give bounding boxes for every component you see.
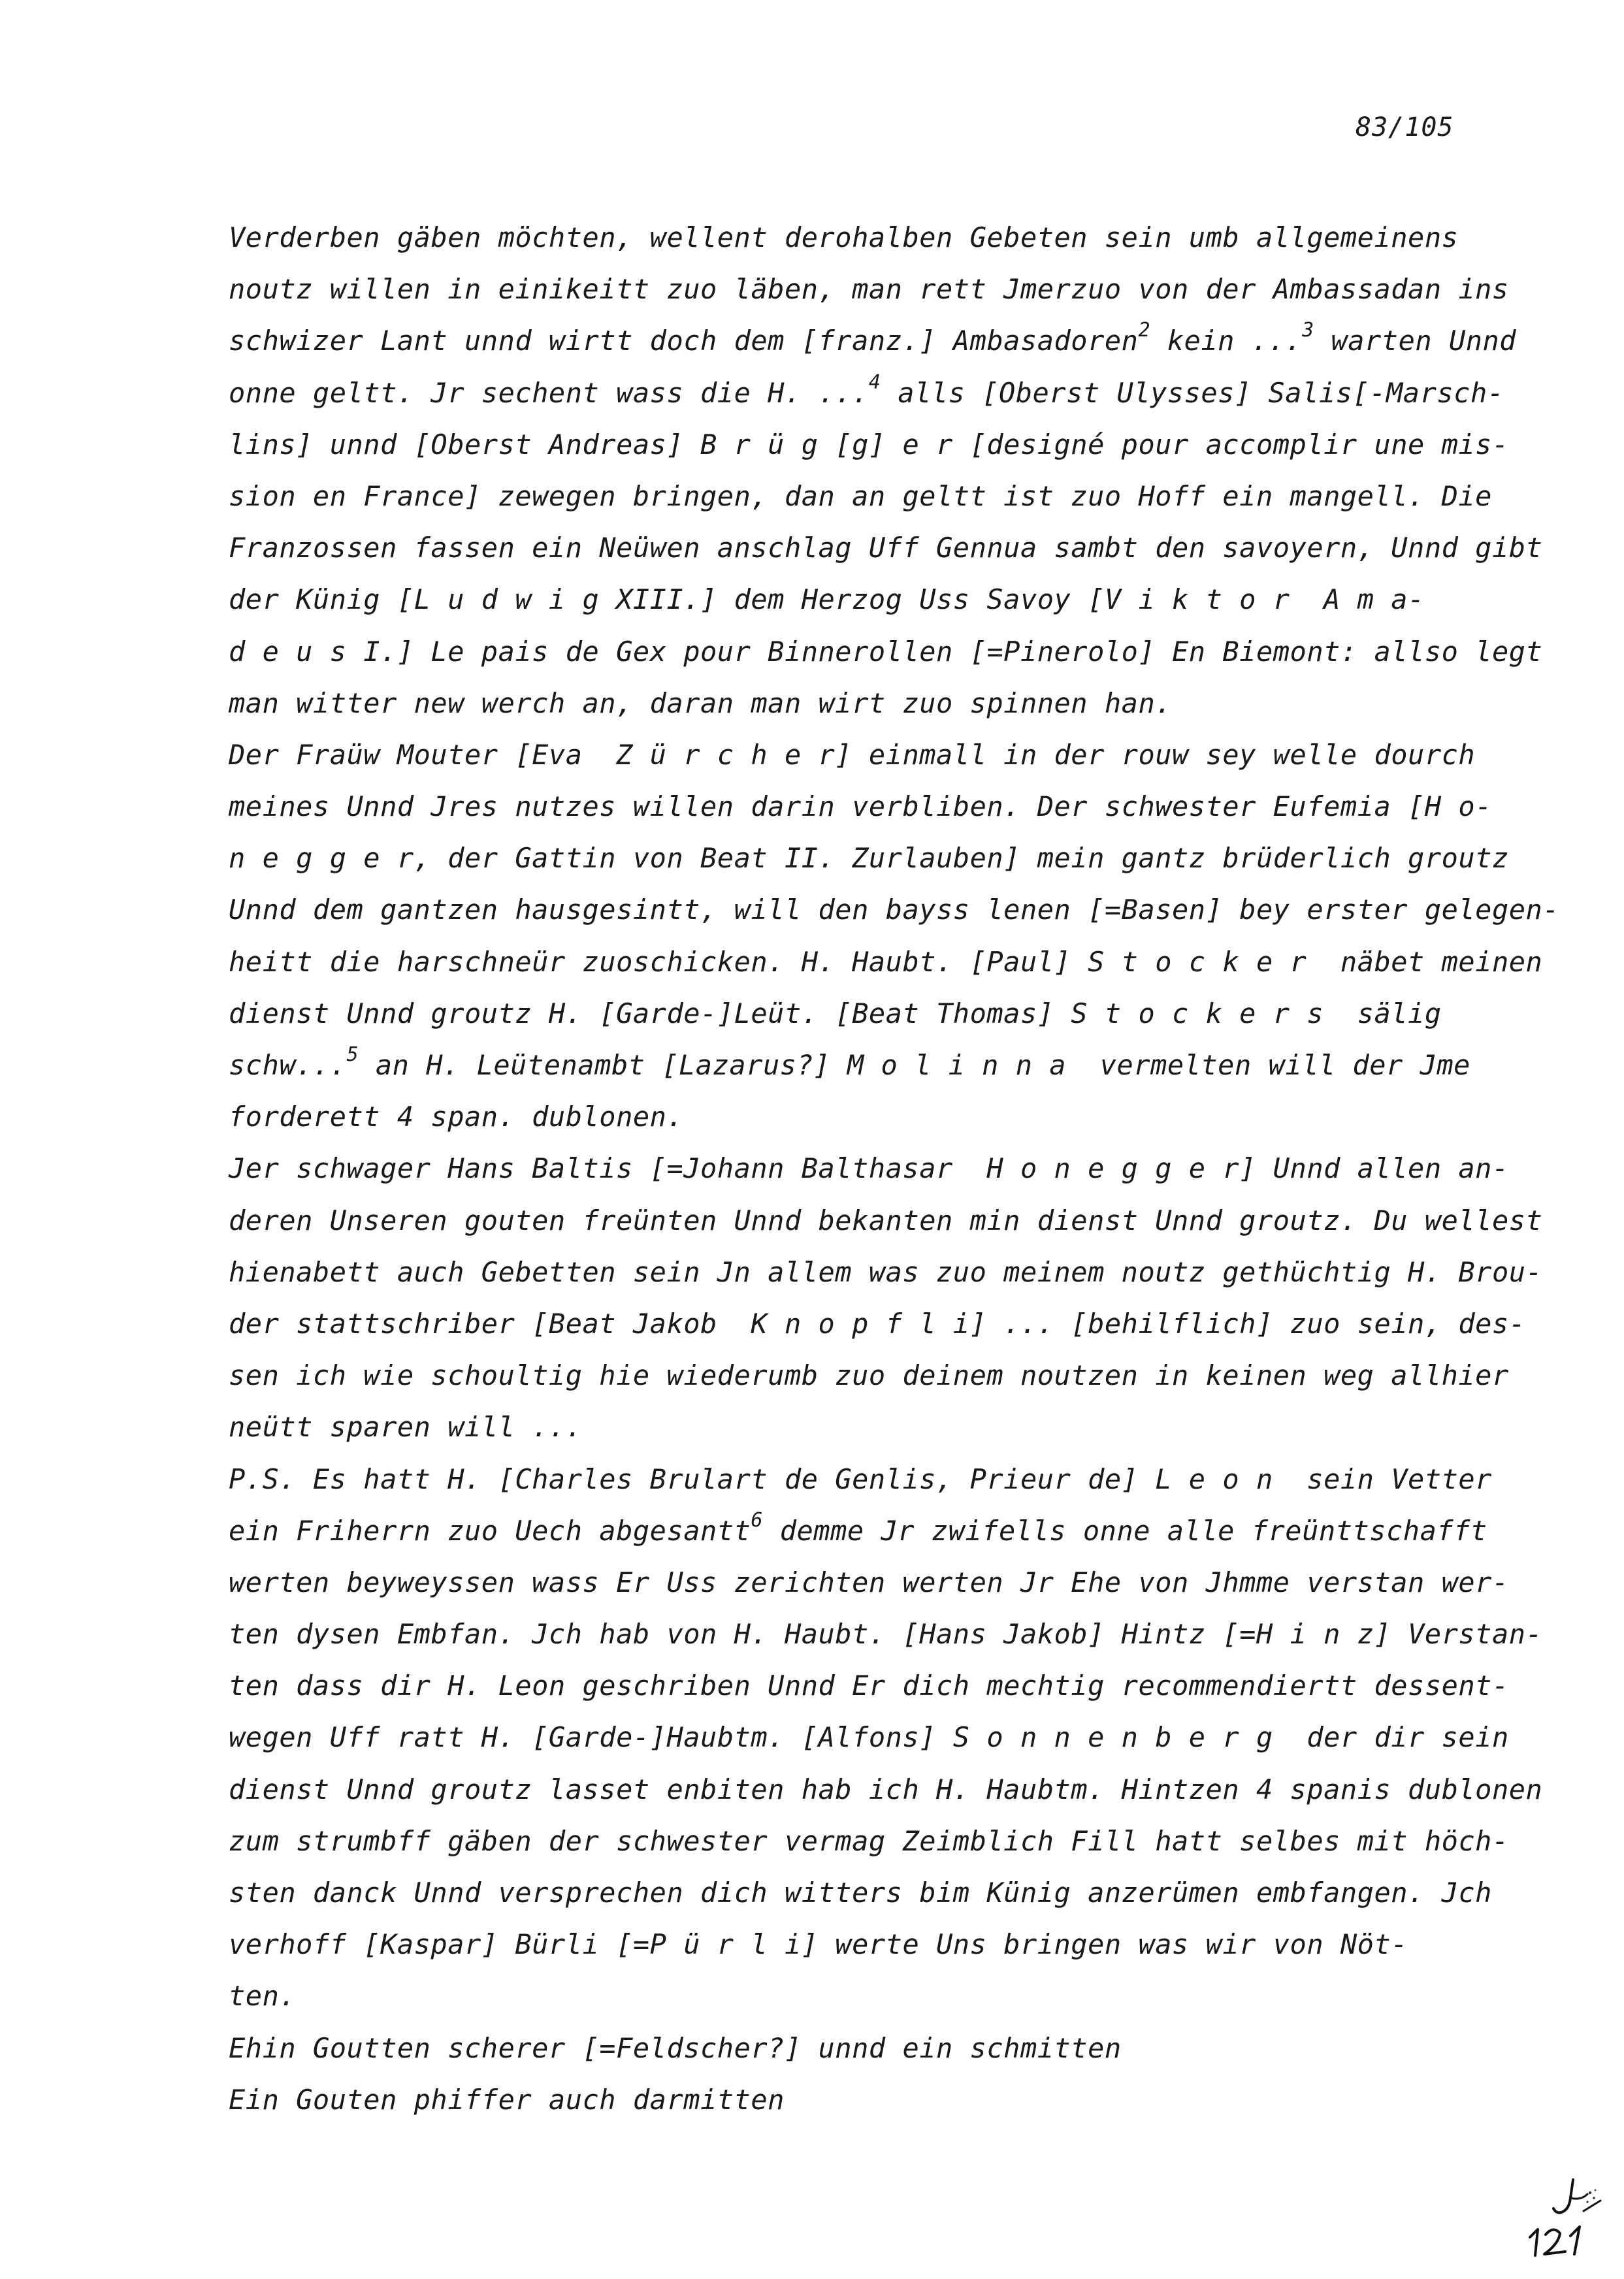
handwritten-folio-mark [1522, 2172, 1614, 2270]
text-line: Der Fraüw Mouter [Eva Z ü r c h e r] einmall in der rouw sey welle dourch [229, 738, 1476, 771]
letter-body [229, 212, 1560, 2125]
text-line: n e g g e r, der Gattin von Beat II. Zurlauben] mein gantz brüderlich groutz [229, 842, 1509, 875]
text-line: Jer schwager Hans Baltis [=Johann Balthasar H o n e g g e r] Unnd allen an- [229, 1152, 1509, 1185]
text-line: deren Unseren gouten freünten Unnd bekanten min dienst Unnd groutz. Du wellest [229, 1204, 1543, 1236]
text-line: Franzossen fassen ein Neüwen anschlag Uff Gennua sambt den savoyern, Unnd gibt [229, 532, 1543, 564]
text-line: Unnd dem gantzen hausgesintt, will den bayss lenen [=Basen] bey erster gelegen- [229, 894, 1560, 926]
footnote-marker: 2 [1138, 319, 1151, 342]
text-line: verhoff [Kaspar] Bürli [=P ü r l i] werte Uns bringen was wir von Nöt- [229, 1928, 1408, 1961]
text-line: schw...$^5$ an H. Leütenambt [Lazarus?] M o l i n n a vermelten will der Jme [229, 1043, 1470, 1081]
text-line: schwizer Lant unnd wirtt doch dem [franz.] Ambasadoren$^2$ kein ...$^3$ warten Unnd [229, 319, 1517, 357]
text-line: sion en France] zewegen bringen, dan an geltt ist zuo Hoff ein mangell. Die [229, 479, 1492, 512]
footnote-marker: 5 [346, 1043, 359, 1066]
text-line: zum strumbff gäben der schwester vermag Zeimblich Fill hatt selbes mit höch- [229, 1824, 1509, 1857]
text-line: sten danck Unnd versprechen dich witters bim Künig anzerümen embfangen. Jch [229, 1877, 1492, 1909]
text-line: noutz willen in einikeitt zuo läben, man rett Jmerzuo von der Ambassadan ins [229, 273, 1509, 306]
text-line: P.S. Es hatt H. [Charles Brulart de Genlis, Prieur de] L e o n sein Vetter [229, 1463, 1492, 1495]
text-line: ten dysen Embfan. Jch hab von H. Haubt. [Hans Jakob] Hintz [=H i n z] Verstan- [229, 1618, 1543, 1651]
footnote-marker: 4 [868, 370, 881, 394]
text-line: lins] unnd [Oberst Andreas] B r ü g [g] e r [designé pour accomplir une mis- [229, 428, 1509, 461]
text-line: d e u s I.] Le pais de Gex pour Binnerollen [=Pinerolo] En Biemont: allso legt [229, 635, 1543, 668]
text-line: Verderben gäben möchten, wellent derohalben Gebeten sein umb allgemeinens [229, 221, 1459, 253]
text-line: ten. [229, 1980, 297, 2012]
page-number: 83/105 [1356, 112, 1454, 142]
text-line: werten beyweyssen wass Er Uss zerichten werten Jr Ehe von Jhmme verstan wer- [229, 1566, 1509, 1598]
text-line: sen ich wie schoultig hie wiederumb zuo deinem noutzen in keinen weg allhier [229, 1359, 1509, 1392]
text-line: wegen Uff ratt H. [Garde-]Haubtm. [Alfons] S o n n e n b e r g der dir sein [229, 1721, 1509, 1754]
text-line: onne geltt. Jr sechent wass die H. ...$^4$ alls [Oberst Ulysses] Salis[-Marsch- [229, 370, 1504, 409]
text-line: hienabett auch Gebetten sein Jn allem was zuo meinem noutz gethüchtig H. Brou- [229, 1255, 1543, 1288]
text-line: ein Friherrn zuo Uech abgesantt$^6$ demme Jr zwifells onne alle freünttschafft [229, 1508, 1487, 1547]
text-line: der Künig [L u d w i g XIII.] dem Herzog Uss Savoy [V i k t o r A m a- [229, 583, 1425, 616]
text-line: man witter new werch an, daran man wirt zuo spinnen han. [229, 687, 1173, 719]
footnote-marker: 3 [1302, 319, 1314, 342]
text-line: dienst Unnd groutz H. [Garde-]Leüt. [Beat Thomas] S t o c k e r s sälig [229, 997, 1442, 1029]
text-line: neütt sparen will ... [229, 1411, 583, 1444]
text-line: heitt die harschneür zuoschicken. H. Haubt. [Paul] S t o c k e r näbet meinen [229, 945, 1543, 978]
footnote-marker: 6 [751, 1508, 763, 1532]
text-line: Ehin Goutten scherer [=Feldscher?] unnd ein schmitten [229, 2031, 1122, 2064]
text-line: dienst Unnd groutz lasset enbiten hab ich H. Haubtm. Hintzen 4 spanis dublonen [229, 1773, 1543, 1805]
text-line: Ein Gouten phiffer auch darmitten [229, 2083, 785, 2116]
text-line: forderett 4 span. dublonen. [229, 1101, 684, 1133]
text-line: ten dass dir H. Leon geschriben Unnd Er dich mechtig recommendiertt dessent- [229, 1670, 1509, 1702]
text-line: meines Unnd Jres nutzes willen darin verbliben. Der schwester Eufemia [H o- [229, 790, 1492, 823]
text-line: der stattschriber [Beat Jakob K n o p f l i] ... [behilflich] zuo sein, des- [229, 1307, 1526, 1340]
